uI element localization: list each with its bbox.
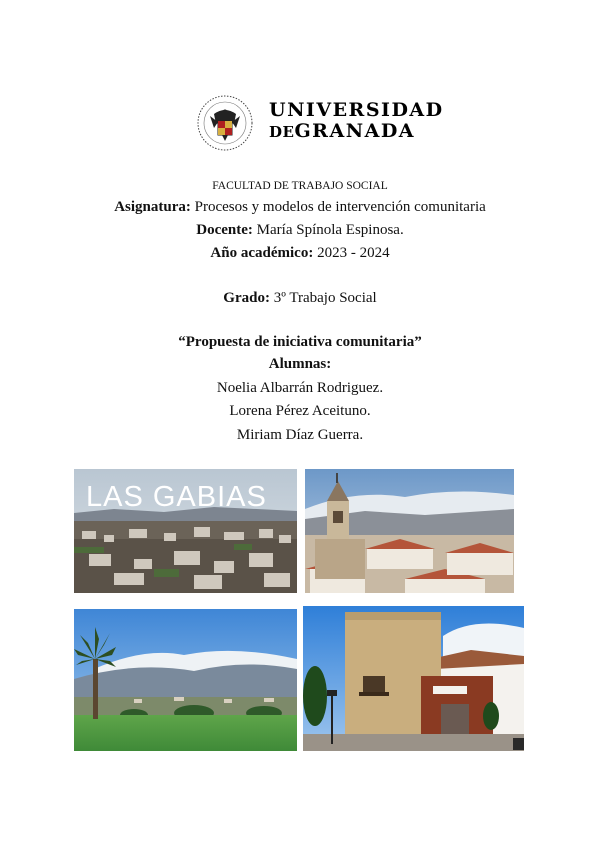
photo-stone-tower [303,606,524,751]
subject-line [0,199,600,216]
grade-label: Grado: [223,290,270,306]
logo-granada: GRANADA [294,120,416,142]
document-title: “Propuesta de iniciativa comunitaria” [178,334,422,350]
photo-church-tower [305,469,514,593]
grade-value: 3º Trabajo Social [269,290,377,306]
teacher-line [0,222,600,239]
student-name: Lorena Pérez Aceituno. [229,403,371,419]
teacher-label: Docente: [196,222,253,238]
year-value: 2023 - 2024 [313,245,390,261]
student-name: Noelia Albarrán Rodriguez. [216,380,384,396]
logo-de: DE [269,123,295,141]
university-logo [196,94,444,154]
academic-year-line [0,245,600,262]
photo-caption: LAS GABIAS [86,481,267,513]
teacher-value: María Spínola Espinosa. [252,222,404,238]
logo-line-2 [269,121,444,143]
student-name: Miriam Díaz Guerra. [236,427,364,443]
year-label: Año académico: [210,245,314,261]
photo-las-gabias-aerial [74,469,297,593]
subject-value: Procesos y modelos de intervención comunitaria [190,199,486,215]
faculty-name: FACULTAD DE TRABAJO SOCIAL [212,180,388,192]
photo-golf-mountains [74,609,297,751]
grade-line [0,290,600,307]
university-name [269,100,444,143]
university-seal-icon [196,94,254,152]
subject-label: Asignatura: [114,199,191,215]
students-label: Alumnas: [268,356,332,372]
logo-line-1: UNIVERSIDAD [269,99,444,121]
